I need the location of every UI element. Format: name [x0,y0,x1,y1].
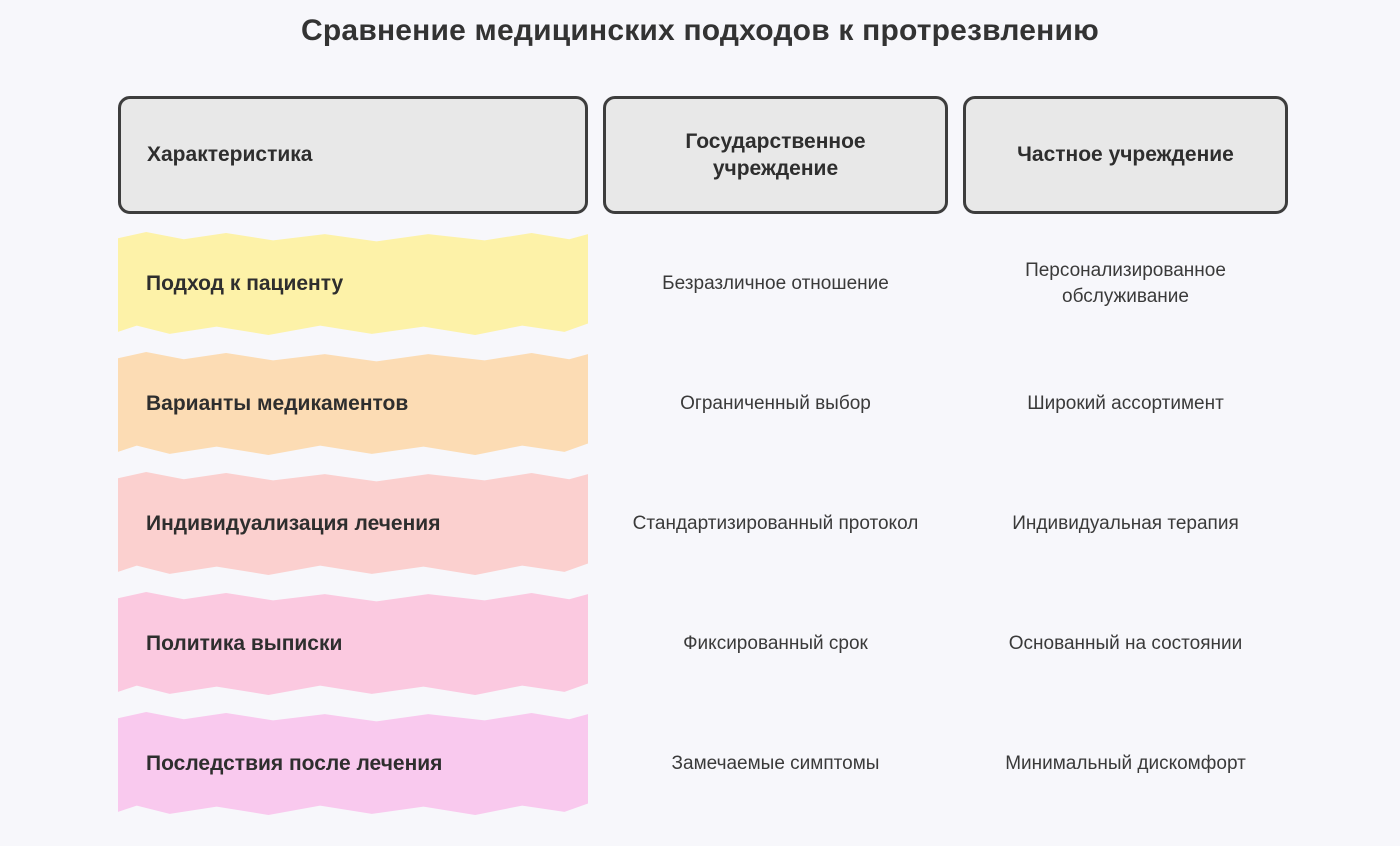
private-value: Основанный на состоянии [1008,633,1243,655]
table-row [0,584,1400,704]
feature-label: Политика выписки [146,631,343,655]
header-label-private: Частное учреждение [1017,143,1234,167]
row-private-cell [963,704,1288,824]
government-value: Ограниченный выбор [680,393,871,415]
feature-label: Подход к пациенту [146,271,344,295]
row-feature-cell [118,464,588,584]
table-row [0,344,1400,464]
government-value: Фиксированный срок [683,633,868,655]
header-label-government: Государственное учреждение [685,129,866,180]
page-title: Сравнение медицинских подходов к протрезвлению [301,14,1099,47]
row-government-cell [603,224,948,344]
feature-label: Индивидуализация лечения [146,511,441,535]
header-cell-feature [118,96,588,218]
row-private-cell [963,344,1288,464]
row-government-cell [603,344,948,464]
row-government-cell [603,704,948,824]
header-cell-government [603,96,948,218]
row-feature-cell [118,704,588,824]
row-feature-cell [118,224,588,344]
private-value: Индивидуальная терапия [1012,513,1239,535]
table-row [0,224,1400,344]
row-government-cell [603,464,948,584]
government-value: Безразличное отношение [662,273,889,295]
feature-label: Варианты медикаментов [146,391,409,415]
row-feature-cell [118,584,588,704]
private-value: Широкий ассортимент [1027,393,1224,415]
private-value: Минимальный дискомфорт [1005,753,1246,775]
private-value: Персонализированное обслуживание [1025,260,1226,307]
government-value: Замечаемые симптомы [671,753,880,775]
comparison-table [0,96,1400,824]
row-private-cell [963,584,1288,704]
row-feature-cell [118,344,588,464]
row-government-cell [603,584,948,704]
table-row [0,464,1400,584]
feature-label: Последствия после лечения [146,751,443,775]
row-private-cell [963,224,1288,344]
header-cell-private [963,96,1288,218]
header-label-feature: Характеристика [147,143,313,167]
row-private-cell [963,464,1288,584]
table-header-row [0,96,1400,218]
table-row [0,704,1400,824]
government-value: Стандартизированный протокол [632,513,919,535]
